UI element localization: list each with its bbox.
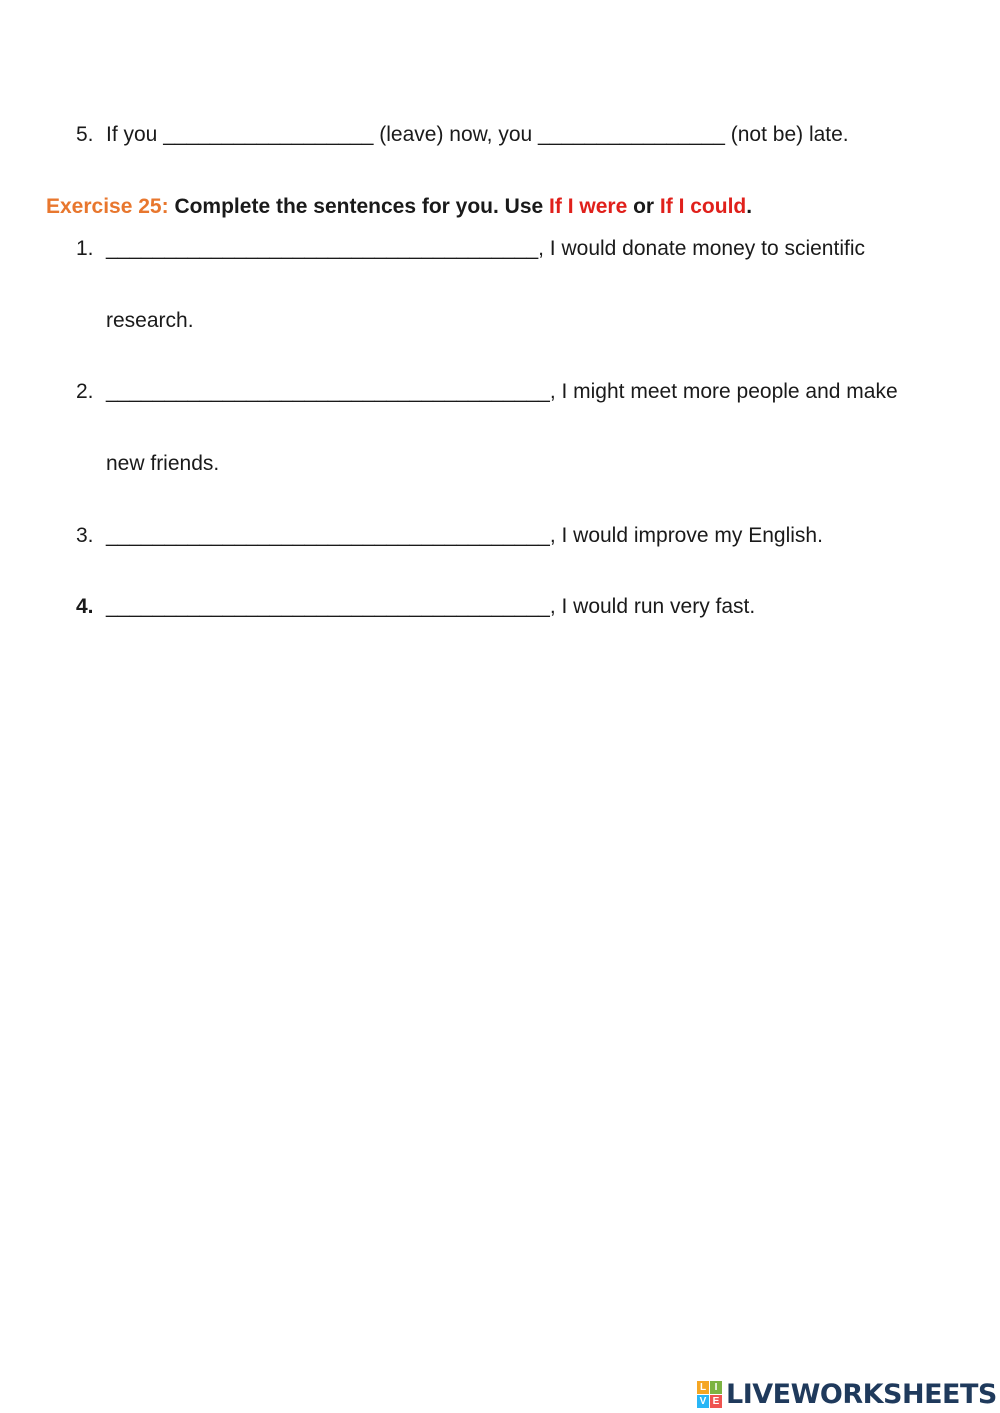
logo-letter: L [697, 1381, 709, 1394]
sentence-part: (not be) late. [724, 123, 849, 146]
sentence [106, 380, 898, 404]
answer-blank[interactable]: ______________________________________ [106, 380, 550, 403]
sentence [106, 123, 849, 147]
answer-blank[interactable]: ________________ [538, 123, 725, 146]
sentence [106, 524, 823, 548]
sentence-part: If you [106, 123, 164, 146]
sentence-text: , I would run very fast. [549, 595, 756, 618]
item-number: 2. [76, 380, 94, 403]
answer-blank[interactable]: __________________ [163, 123, 374, 146]
logo-text: LIVEWORKSHEETS [726, 1378, 997, 1410]
liveworksheets-logo[interactable] [697, 1378, 997, 1410]
sentence-text: , I would donate money to scientific [538, 237, 865, 260]
exercise-label: Exercise 25: [46, 195, 169, 218]
answer-blank[interactable]: ______________________________________ [106, 524, 550, 547]
sentence-text: , I would improve my English. [549, 524, 823, 547]
item-number: 1. [76, 237, 94, 260]
exercise-instruction: Complete the sentences for you. Use [168, 195, 550, 218]
logo-letter: V [697, 1395, 709, 1408]
answer-blank[interactable]: ______________________________________ [106, 595, 550, 618]
exercise-heading [46, 195, 752, 219]
option-if-i-could: If I could [659, 195, 747, 218]
connector: or [627, 195, 660, 218]
item-number: 3. [76, 524, 94, 547]
continuation-text: research. [106, 309, 194, 332]
sentence [106, 595, 755, 619]
option-if-i-were: If I were [549, 195, 628, 218]
logo-mark-icon [697, 1381, 722, 1408]
period: . [746, 195, 753, 218]
logo-letter: I [710, 1381, 722, 1394]
answer-blank[interactable]: _____________________________________ [106, 237, 539, 260]
sentence [106, 237, 865, 261]
logo-letter: E [710, 1395, 722, 1408]
item-number: 5. [76, 123, 94, 146]
sentence-text: , I might meet more people and make [549, 380, 898, 403]
continuation-text: new friends. [106, 452, 220, 475]
item-number: 4. [76, 595, 94, 618]
sentence-part: (leave) now, you [373, 123, 539, 146]
